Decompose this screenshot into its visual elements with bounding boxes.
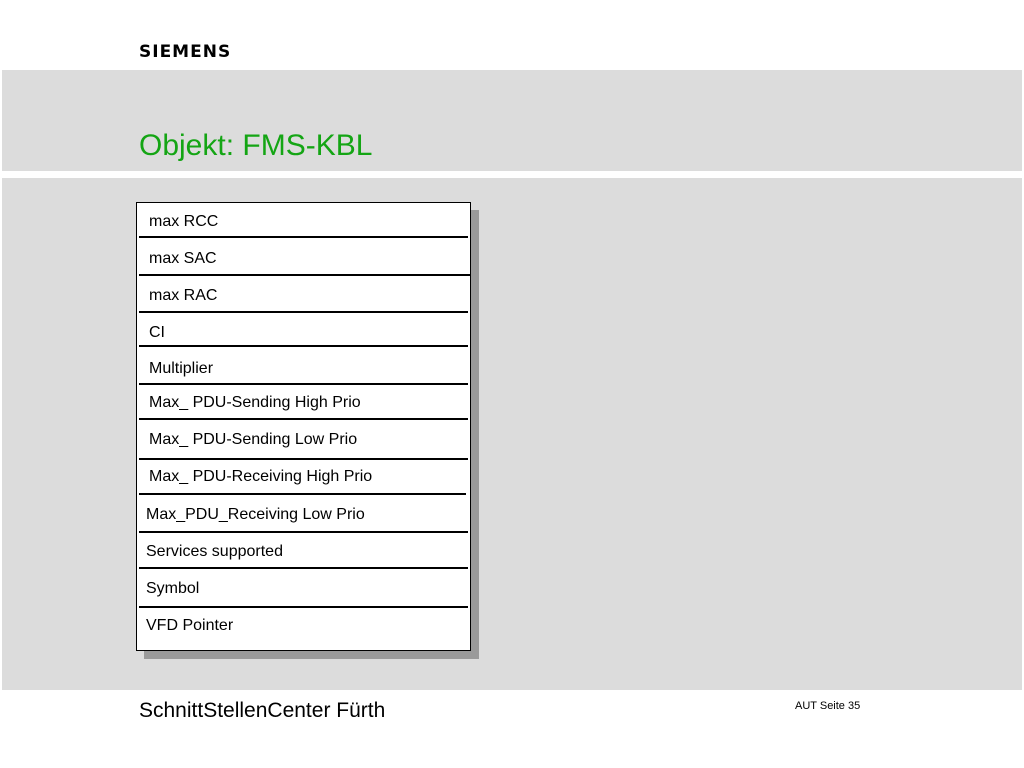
row-divider — [139, 531, 468, 533]
table-row-max-sac: max SAC — [149, 250, 217, 267]
slide-title: Objekt: FMS-KBL — [139, 129, 373, 162]
row-divider — [139, 311, 468, 313]
table-row-max-pdu-receiving-low-prio: Max_PDU_Receiving Low Prio — [146, 506, 365, 523]
row-divider — [139, 493, 466, 495]
row-divider — [139, 567, 468, 569]
table-row-services-supported: Services supported — [146, 543, 283, 560]
row-divider — [139, 606, 468, 608]
footer-organization: SchnittStellenCenter Fürth — [139, 699, 386, 722]
row-divider — [139, 236, 468, 238]
row-divider — [139, 458, 468, 460]
row-divider — [139, 383, 468, 385]
table-row-symbol: Symbol — [146, 580, 200, 597]
row-divider — [139, 418, 468, 420]
table-row-vfd-pointer: VFD Pointer — [146, 617, 234, 634]
row-divider — [139, 274, 471, 276]
footer-page-label: AUT Seite 35 — [795, 700, 861, 712]
table-row-max-pdu-receiving-high-prio: Max_ PDU-Receiving High Prio — [149, 468, 373, 485]
row-divider — [139, 345, 468, 347]
siemens-logo: SIEMENS — [139, 42, 232, 62]
table-row-ci: CI — [149, 324, 165, 341]
table-row-max-rac: max RAC — [149, 287, 218, 304]
table-row-max-pdu-sending-low-prio: Max_ PDU-Sending Low Prio — [149, 431, 358, 448]
table-row-max-pdu-sending-high-prio: Max_ PDU-Sending High Prio — [149, 394, 361, 411]
table-row-multiplier: Multiplier — [149, 360, 214, 377]
table-row-max-rcc: max RCC — [149, 213, 219, 230]
